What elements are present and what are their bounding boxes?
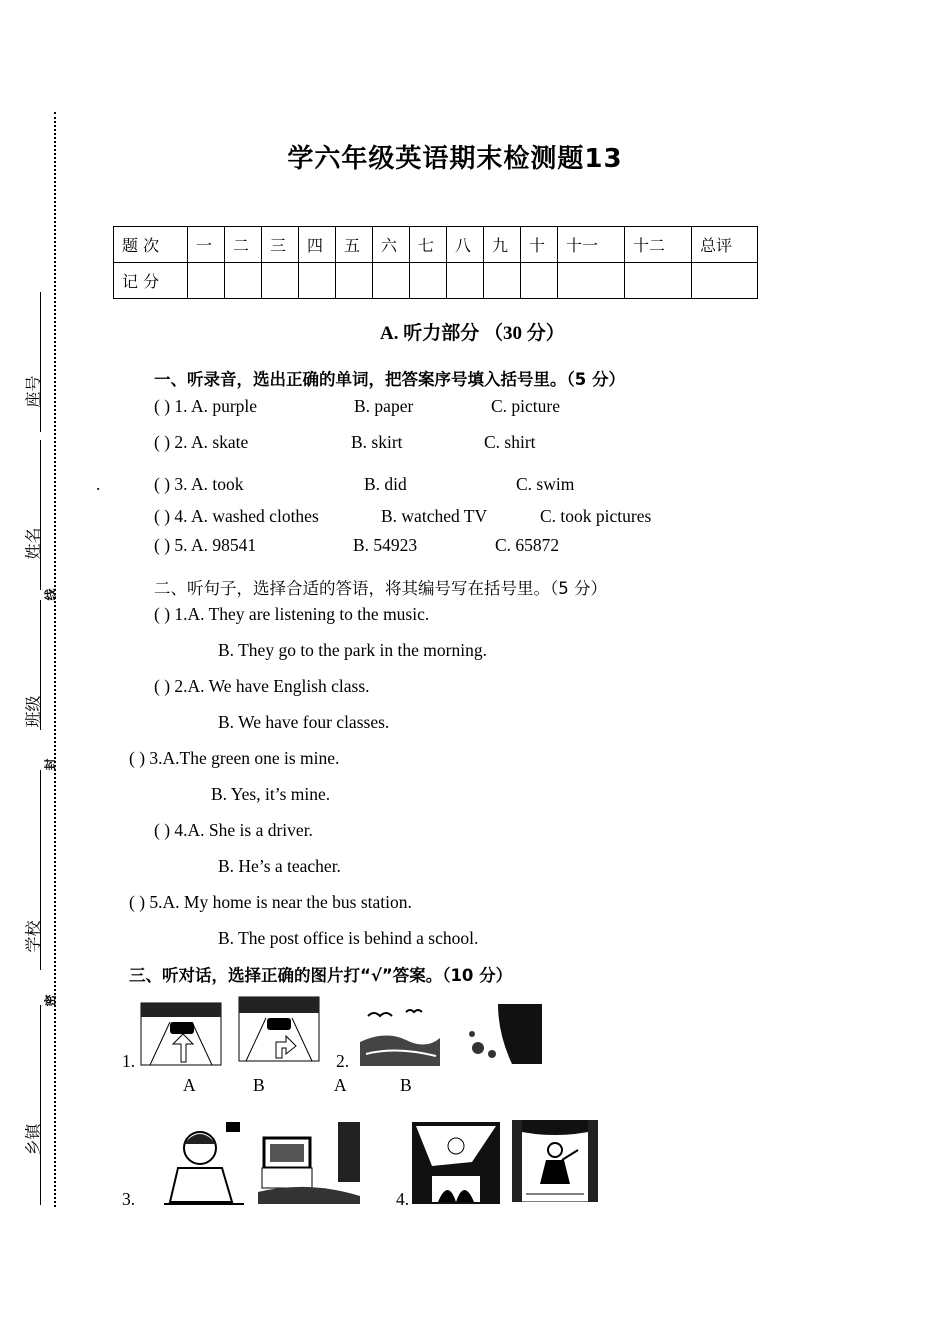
pic-label-a: A (334, 1075, 347, 1095)
seat-line (40, 292, 41, 432)
part1-item-5-b: B. 54923 (353, 535, 418, 555)
label-school: 学校 (23, 920, 43, 953)
part2-item-4-a: ( ) 4.A. She is a driver. (154, 820, 313, 840)
q2-label: 2. (336, 1051, 350, 1071)
table-cell: 十二 (625, 227, 692, 263)
part1-item-3-b: B. did (364, 474, 407, 494)
seal-mark-line: 线 (43, 588, 58, 601)
table-cell: 三 (262, 227, 299, 263)
part1-item-1-b: B. paper (354, 396, 414, 416)
table-cell: 题 次 (114, 227, 188, 263)
part1-item-3-c: C. swim (516, 474, 575, 494)
table-cell: 一 (188, 227, 225, 263)
label-town: 乡镇 (23, 1123, 43, 1156)
seal-mark-seal: 封 (43, 758, 58, 771)
table-cell: 十 (521, 227, 558, 263)
table-cell: 九 (484, 227, 521, 263)
score-entry[interactable] (521, 263, 558, 299)
score-entry[interactable] (299, 263, 336, 299)
table-cell: 二 (225, 227, 262, 263)
part2-item-5-a: ( ) 5.A. My home is near the bus station. (129, 892, 412, 912)
q1-picture-a-turn-left[interactable] (140, 1002, 222, 1066)
label-name: 姓名 (23, 527, 43, 560)
stray-dot: . (96, 474, 101, 494)
q4-label: 4. (396, 1189, 410, 1209)
q4-picture-b-girl-violin-stage[interactable] (512, 1120, 598, 1202)
score-entry[interactable] (262, 263, 299, 299)
binding-dotted-line (54, 112, 56, 1207)
part1-item-5-c: C. 65872 (495, 535, 560, 555)
q4-picture-a-boy-reading[interactable] (412, 1122, 500, 1204)
table-cell: 六 (373, 227, 410, 263)
name-line (40, 440, 41, 590)
score-entry[interactable] (625, 263, 692, 299)
score-entry[interactable] (188, 263, 225, 299)
part2-item-1-b: B. They go to the park in the morning. (218, 640, 487, 660)
table-cell: 七 (410, 227, 447, 263)
q2-picture-a-river-birds[interactable] (356, 1002, 440, 1066)
part2-title: 二、听句子，选择合适的答语，将其编号写在括号里。（5 分） (154, 579, 607, 598)
score-table-header-row (114, 227, 758, 263)
pic-label-b: B (400, 1075, 412, 1095)
town-line (40, 1005, 41, 1205)
q1-label: 1. (122, 1051, 136, 1071)
part3-title: 三、听对话，选择正确的图片打“√”答案。（10 分） (129, 966, 513, 985)
table-cell: 十一 (558, 227, 625, 263)
score-entry[interactable] (373, 263, 410, 299)
score-table-score-row (114, 263, 758, 299)
q3-picture-a-girl-drawing[interactable] (156, 1118, 248, 1206)
label-seat: 座号 (23, 375, 43, 408)
part1-item-2-c: C. shirt (484, 432, 536, 452)
part1-title: 一、听录音，选出正确的单词，把答案序号填入括号里。（5 分） (154, 370, 625, 389)
table-cell: 五 (336, 227, 373, 263)
part1-item-3: ( ) 3. A. took (154, 474, 244, 494)
part1-item-4: ( ) 4. A. washed clothes (154, 506, 319, 526)
part1-item-2-b: B. skirt (351, 432, 403, 452)
part2-item-1-a: ( ) 1.A. They are listening to the music. (154, 604, 430, 624)
score-entry[interactable] (410, 263, 447, 299)
part2-item-2-a: ( ) 2.A. We have English class. (154, 676, 370, 696)
part1-item-4-c: C. took pictures (540, 506, 652, 526)
table-cell: 记 分 (114, 263, 188, 299)
pic-label-b: B (253, 1075, 265, 1095)
table-cell: 八 (447, 227, 484, 263)
part1-item-1: ( ) 1. A. purple (154, 396, 258, 416)
table-cell: 总评 (692, 227, 758, 263)
q2-picture-b-tree[interactable] (458, 1004, 542, 1064)
score-entry[interactable] (447, 263, 484, 299)
score-entry[interactable] (484, 263, 521, 299)
part2-item-5-b: B. The post office is behind a school. (218, 928, 479, 948)
section-a-title: A. 听力部分 （30 分） (380, 323, 565, 344)
table-cell: 四 (299, 227, 336, 263)
q1-picture-b-turn-right[interactable] (238, 996, 320, 1062)
score-entry[interactable] (336, 263, 373, 299)
part1-item-2: ( ) 2. A. skate (154, 432, 249, 452)
q3-picture-b-living-room-tv[interactable] (258, 1122, 360, 1204)
score-entry[interactable] (558, 263, 625, 299)
part2-item-2-b: B. We have four classes. (218, 712, 390, 732)
page-title: 学六年级英语期末检测题13 (287, 144, 623, 174)
part1-item-4-b: B. watched TV (381, 506, 488, 526)
part2-item-3-b: B. Yes, it’s mine. (211, 784, 331, 804)
label-class: 班级 (23, 695, 43, 728)
score-entry[interactable] (692, 263, 758, 299)
seal-mark-secret: 密 (43, 994, 58, 1007)
q3-label: 3. (122, 1189, 136, 1209)
part1-item-5: ( ) 5. A. 98541 (154, 535, 257, 555)
score-table (113, 226, 758, 299)
part2-item-4-b: B. He’s a teacher. (218, 856, 341, 876)
part1-item-1-c: C. picture (491, 396, 561, 416)
pic-label-a: A (183, 1075, 196, 1095)
score-entry[interactable] (225, 263, 262, 299)
part2-item-3-a: ( ) 3.A.The green one is mine. (129, 748, 340, 768)
